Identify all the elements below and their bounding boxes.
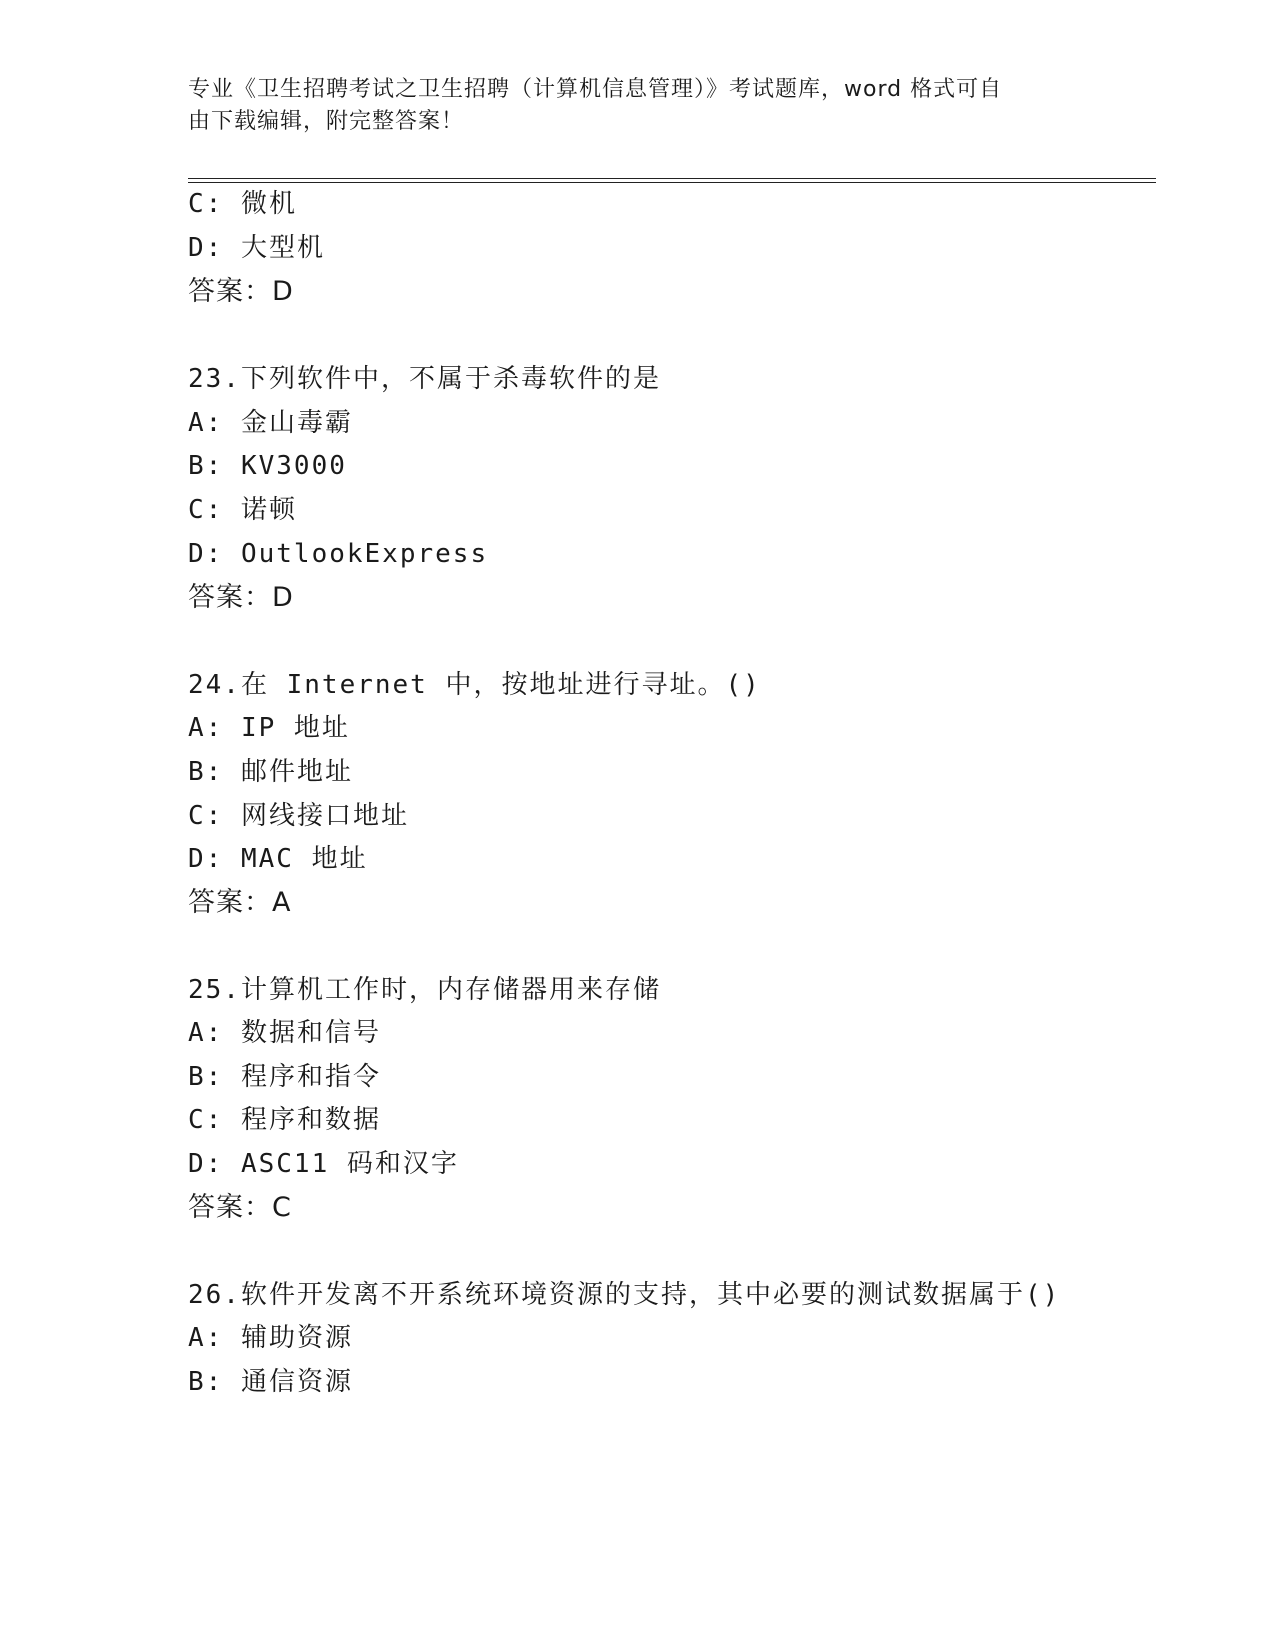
question-stem: 25.计算机工作时，内存储器用来存储: [188, 975, 661, 1005]
option-b: B: 邮件地址: [188, 757, 353, 787]
document-header: [188, 74, 1088, 138]
question-stem: 23.下列软件中，不属于杀毒软件的是: [188, 364, 661, 394]
option-a: A: 金山毒霸: [188, 408, 353, 438]
question-stem: 24.在 Internet 中，按地址进行寻址。(): [188, 670, 761, 700]
answer-line: 答案：A: [188, 887, 292, 918]
question-stem: 26.软件开发离不开系统环境资源的支持，其中必要的测试数据属于(): [188, 1280, 1061, 1310]
option-d: D: MAC 地址: [188, 844, 368, 874]
header-line-1: 专业《卫生招聘考试之卫生招聘（计算机信息管理）》考试题库，word 格式可自: [188, 77, 1003, 102]
header-divider-top: [188, 178, 1156, 179]
option-b: B: 程序和指令: [188, 1062, 381, 1092]
option-c: C: 程序和数据: [188, 1105, 381, 1135]
option-c: C: 微机: [188, 189, 297, 219]
answer-line: 答案：D: [188, 582, 294, 613]
option-d: D: ASC11 码和汉字: [188, 1149, 459, 1179]
header-line-2: 由下载编辑，附完整答案！: [188, 109, 465, 134]
answer-line: 答案：D: [188, 276, 294, 307]
option-b: B: 通信资源: [188, 1367, 353, 1397]
header-divider-bottom: [188, 182, 1156, 183]
option-d: D: OutlookExpress: [188, 539, 489, 569]
option-a: A: IP 地址: [188, 713, 350, 743]
option-a: A: 辅助资源: [188, 1323, 353, 1353]
answer-line: 答案：C: [188, 1192, 292, 1223]
option-d: D: 大型机: [188, 233, 325, 263]
option-c: C: 诺顿: [188, 495, 297, 525]
option-b: B: KV3000: [188, 451, 347, 481]
option-c: C: 网线接口地址: [188, 801, 409, 831]
option-a: A: 数据和信号: [188, 1018, 381, 1048]
